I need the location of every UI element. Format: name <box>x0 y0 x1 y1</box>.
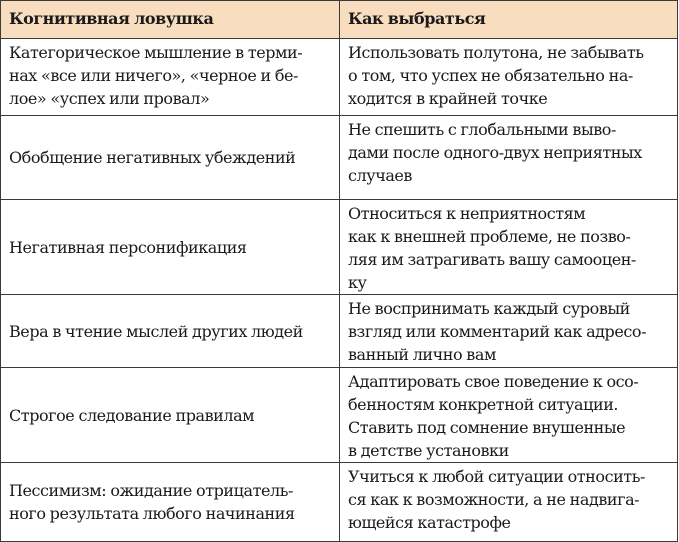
way-out-cell <box>340 200 678 295</box>
way-out-cell <box>340 116 678 200</box>
table-row <box>1 200 678 295</box>
header-row <box>1 1 678 39</box>
way-out-text: Учиться к любой ситуации относить- ся как к возможности, а не надвига- ющейся катастрофе <box>348 467 645 532</box>
way-out-text: Не спешить с глобальными выво- дами после одного-двух неприятных случаев <box>348 120 642 185</box>
trap-text: Категорическое мышление в терми- нах «все или ничего», «черное и бе- лое» «успех или провал» <box>9 43 303 108</box>
trap-text: Негативная персонификация <box>9 237 247 257</box>
trap-text: Пессимизм: ожидание отрицатель- ного результата любого начинания <box>9 481 295 523</box>
way-out-text: Относиться к неприятностям как к внешней проблеме, не позво- ляя им затрагивать вашу самооцен- ку <box>348 204 636 292</box>
table-row <box>1 295 678 368</box>
way-out-cell <box>340 463 678 542</box>
table-row <box>1 463 678 542</box>
trap-cell <box>1 116 340 200</box>
table-body <box>1 39 678 542</box>
way-out-cell <box>340 39 678 116</box>
way-out-text: Адаптировать свое поведение к осо- бенностям конкретной ситуации. Ставить под сомнение внушенные в детстве установки <box>348 372 639 460</box>
trap-cell <box>1 295 340 368</box>
way-out-cell <box>340 368 678 463</box>
trap-text: Строгое следование правилам <box>9 405 255 425</box>
table-row <box>1 368 678 463</box>
header-trap: Когнитивная ловушка <box>1 1 340 39</box>
way-out-text: Использовать полутона, не забывать о том, что успех не обязательно на- ходится в крайней точке <box>348 43 644 108</box>
way-out-cell <box>340 295 678 368</box>
trap-cell <box>1 39 340 116</box>
trap-cell <box>1 200 340 295</box>
trap-text: Обобщение негативных убеждений <box>9 148 296 167</box>
header-way-out: Как выбраться <box>340 1 678 39</box>
table-row <box>1 39 678 116</box>
table-header <box>1 1 678 39</box>
way-out-text: Не воспринимать каждый суровый взгляд или комментарий как адресо- ванный лично вам <box>348 299 647 364</box>
trap-cell <box>1 463 340 542</box>
table-row <box>1 116 678 200</box>
trap-text: Вера в чтение мыслей других людей <box>9 321 303 341</box>
trap-cell <box>1 368 340 463</box>
